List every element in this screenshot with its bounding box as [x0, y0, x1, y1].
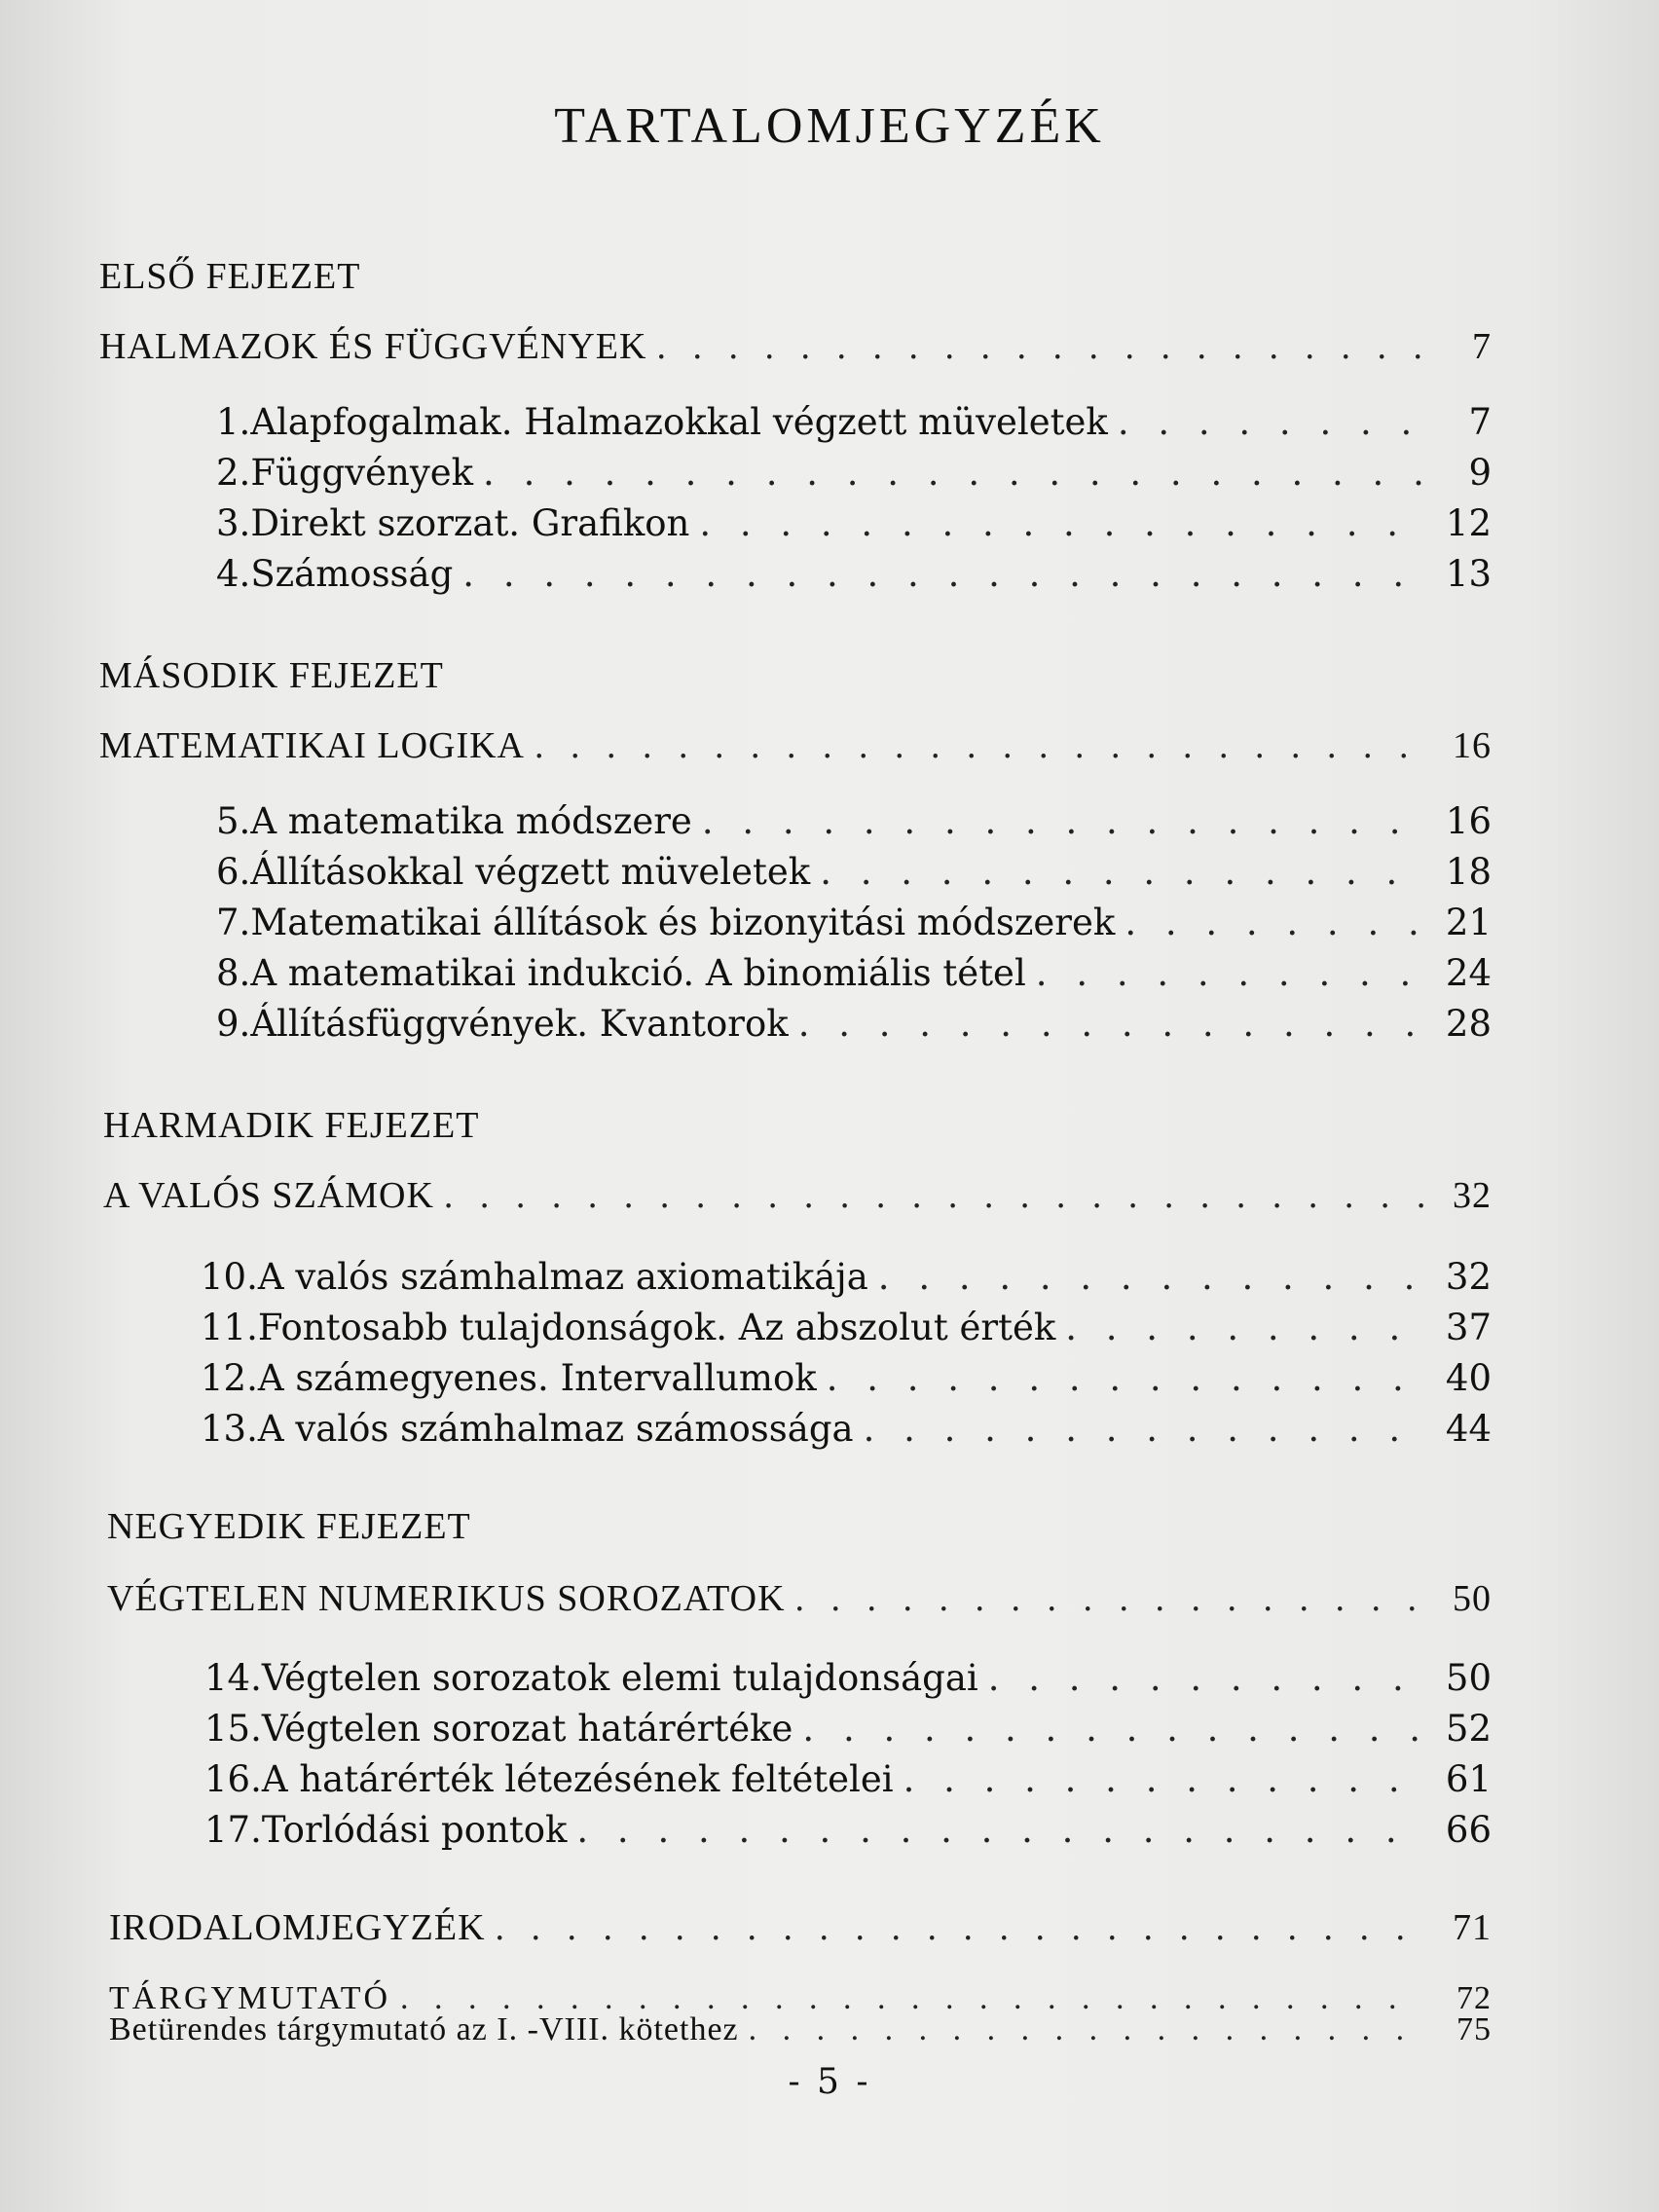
section-number: 5. — [216, 800, 251, 842]
section-number: 3. — [216, 502, 251, 544]
dot-leader — [864, 1408, 1423, 1450]
chapter-title-row — [103, 1174, 1492, 1217]
dot-leader — [702, 800, 1423, 842]
dot-leader — [802, 1708, 1423, 1750]
section-title: Állításfüggvények. Kvantorok — [250, 1003, 789, 1045]
toc-entry — [216, 452, 1492, 494]
section-number: 10. — [201, 1256, 258, 1298]
section-number: 4. — [216, 553, 251, 595]
chapter-title-row — [99, 724, 1492, 767]
page-number: 21 — [1445, 902, 1492, 943]
dot-leader — [1118, 401, 1423, 443]
section-number: 7. — [216, 902, 251, 943]
section-title: Matematikai állítások és bizonyitási módszerek — [250, 902, 1116, 943]
page-number: 16 — [1453, 725, 1492, 766]
page-number: 13 — [1445, 553, 1492, 595]
toc-entry — [201, 1408, 1492, 1450]
section-number: 6. — [216, 851, 251, 893]
page-number: 32 — [1453, 1175, 1492, 1216]
section-number: 13. — [201, 1408, 258, 1450]
back-matter-row — [109, 2011, 1492, 2048]
section-title: Fontosabb tulajdonságok. Az abszolut érték — [257, 1307, 1056, 1348]
section-number: 1. — [216, 401, 251, 443]
page-title: TARTALOMJEGYZÉK — [554, 98, 1105, 154]
page-number: 52 — [1445, 1708, 1492, 1750]
dot-leader — [749, 2011, 1423, 2048]
chapter-title: MATEMATIKAI LOGIKA — [99, 725, 526, 766]
toc-entry — [216, 851, 1492, 893]
dot-leader — [444, 1174, 1423, 1217]
dot-leader — [483, 452, 1423, 494]
page-number: 28 — [1445, 1003, 1492, 1045]
section-number: 15. — [204, 1708, 262, 1750]
page-number: 7 — [1468, 401, 1492, 443]
page-number: 32 — [1445, 1256, 1492, 1298]
toc-entry — [216, 553, 1492, 595]
page-number: 75 — [1456, 2011, 1492, 2047]
page-number: 72 — [1456, 1980, 1492, 2016]
section-number: 2. — [216, 452, 251, 494]
page-number: 66 — [1445, 1809, 1492, 1851]
chapter-title-row — [107, 1577, 1492, 1620]
section-number: 8. — [216, 952, 251, 994]
section-title: A határérték létezésének feltételei — [261, 1758, 894, 1800]
chapter-heading: ELSŐ FEJEZET — [99, 256, 361, 297]
toc-entry — [201, 1357, 1492, 1399]
section-number: 12. — [201, 1357, 258, 1399]
page-number: 50 — [1453, 1578, 1492, 1619]
section-number: 17. — [204, 1809, 262, 1851]
page-number: 40 — [1445, 1357, 1492, 1399]
chapter-title: A VALÓS SZÁMOK — [103, 1175, 434, 1216]
chapter-title: HALMAZOK ÉS FÜGGVÉNYEK — [99, 326, 647, 367]
dot-leader — [827, 1357, 1423, 1399]
section-title: Direkt szorzat. Grafikon — [250, 502, 690, 544]
toc-entry — [201, 1307, 1492, 1348]
chapter-title: VÉGTELEN NUMERIKUS SOROZATOK — [107, 1578, 786, 1619]
dot-leader — [699, 502, 1423, 544]
page-number: 16 — [1445, 800, 1492, 842]
dot-leader — [988, 1657, 1423, 1699]
page-number: 50 — [1445, 1657, 1492, 1699]
toc-entry — [204, 1758, 1492, 1800]
page-number: 61 — [1445, 1758, 1492, 1800]
toc-entry — [216, 401, 1492, 443]
section-title: A matematika módszere — [250, 800, 692, 842]
dot-leader — [576, 1809, 1423, 1851]
section-title: Számosság — [250, 553, 454, 595]
dot-leader — [535, 724, 1423, 767]
section-number: 16. — [204, 1758, 262, 1800]
dot-leader — [820, 851, 1423, 893]
section-title: A matematikai indukció. A binomiális tétel — [250, 952, 1026, 994]
toc-entry — [216, 1003, 1492, 1045]
section-title: A számegyenes. Intervallumok — [257, 1357, 817, 1399]
toc-entry — [201, 1256, 1492, 1298]
toc-entry — [216, 800, 1492, 842]
toc-entry — [216, 952, 1492, 994]
page-number: 44 — [1445, 1408, 1492, 1450]
dot-leader — [878, 1256, 1423, 1298]
section-number: 11. — [201, 1307, 258, 1348]
chapter-heading: NEGYEDIK FEJEZET — [107, 1506, 471, 1547]
page-number: 12 — [1445, 502, 1492, 544]
toc-entry — [216, 902, 1492, 943]
section-title: Torlódási pontok — [261, 1809, 568, 1851]
section-title: Alapfogalmak. Halmazokkal végzett müveletek — [250, 401, 1108, 443]
dot-leader — [795, 1577, 1423, 1620]
section-title: Függvények — [250, 452, 474, 494]
section-number: 14. — [204, 1657, 262, 1699]
section-title: A valós számhalmaz számossága — [257, 1408, 854, 1450]
page-number: 7 — [1472, 326, 1492, 367]
section-title: Végtelen sorozat határértéke — [261, 1708, 793, 1750]
alphabetical-index-title: Betürendes tárgymutató az I. -VIII. kötethez — [109, 2011, 739, 2047]
section-title: A valós számhalmaz axiomatikája — [257, 1256, 868, 1298]
toc-entry — [204, 1657, 1492, 1699]
page-footer-number: - 5 - — [788, 2062, 871, 2102]
dot-leader — [1124, 902, 1423, 943]
back-matter-row — [109, 1906, 1492, 1949]
dot-leader — [798, 1003, 1423, 1045]
page-number: 24 — [1445, 952, 1492, 994]
dot-leader — [656, 325, 1423, 368]
dot-leader — [1065, 1307, 1423, 1348]
section-title: Állításokkal végzett müveletek — [250, 851, 811, 893]
toc-entry — [204, 1708, 1492, 1750]
dot-leader — [462, 553, 1423, 595]
dot-leader — [903, 1758, 1423, 1800]
toc-entry — [204, 1809, 1492, 1851]
bibliography-title: IRODALOMJEGYZÉK — [109, 1907, 486, 1948]
chapter-heading: HARMADIK FEJEZET — [103, 1105, 480, 1146]
chapter-heading: MÁSODIK FEJEZET — [99, 655, 444, 696]
page-number: 37 — [1445, 1307, 1492, 1348]
section-number: 9. — [216, 1003, 251, 1045]
section-title: Végtelen sorozatok elemi tulajdonságai — [261, 1657, 978, 1699]
index-title: TÁRGYMUTATÓ — [109, 1980, 391, 2016]
dot-leader — [1036, 952, 1423, 994]
page-number: 9 — [1468, 452, 1492, 494]
page-number: 71 — [1453, 1907, 1492, 1948]
chapter-title-row — [99, 325, 1492, 368]
toc-entry — [216, 502, 1492, 544]
page-number: 18 — [1445, 851, 1492, 893]
dot-leader — [496, 1906, 1423, 1949]
